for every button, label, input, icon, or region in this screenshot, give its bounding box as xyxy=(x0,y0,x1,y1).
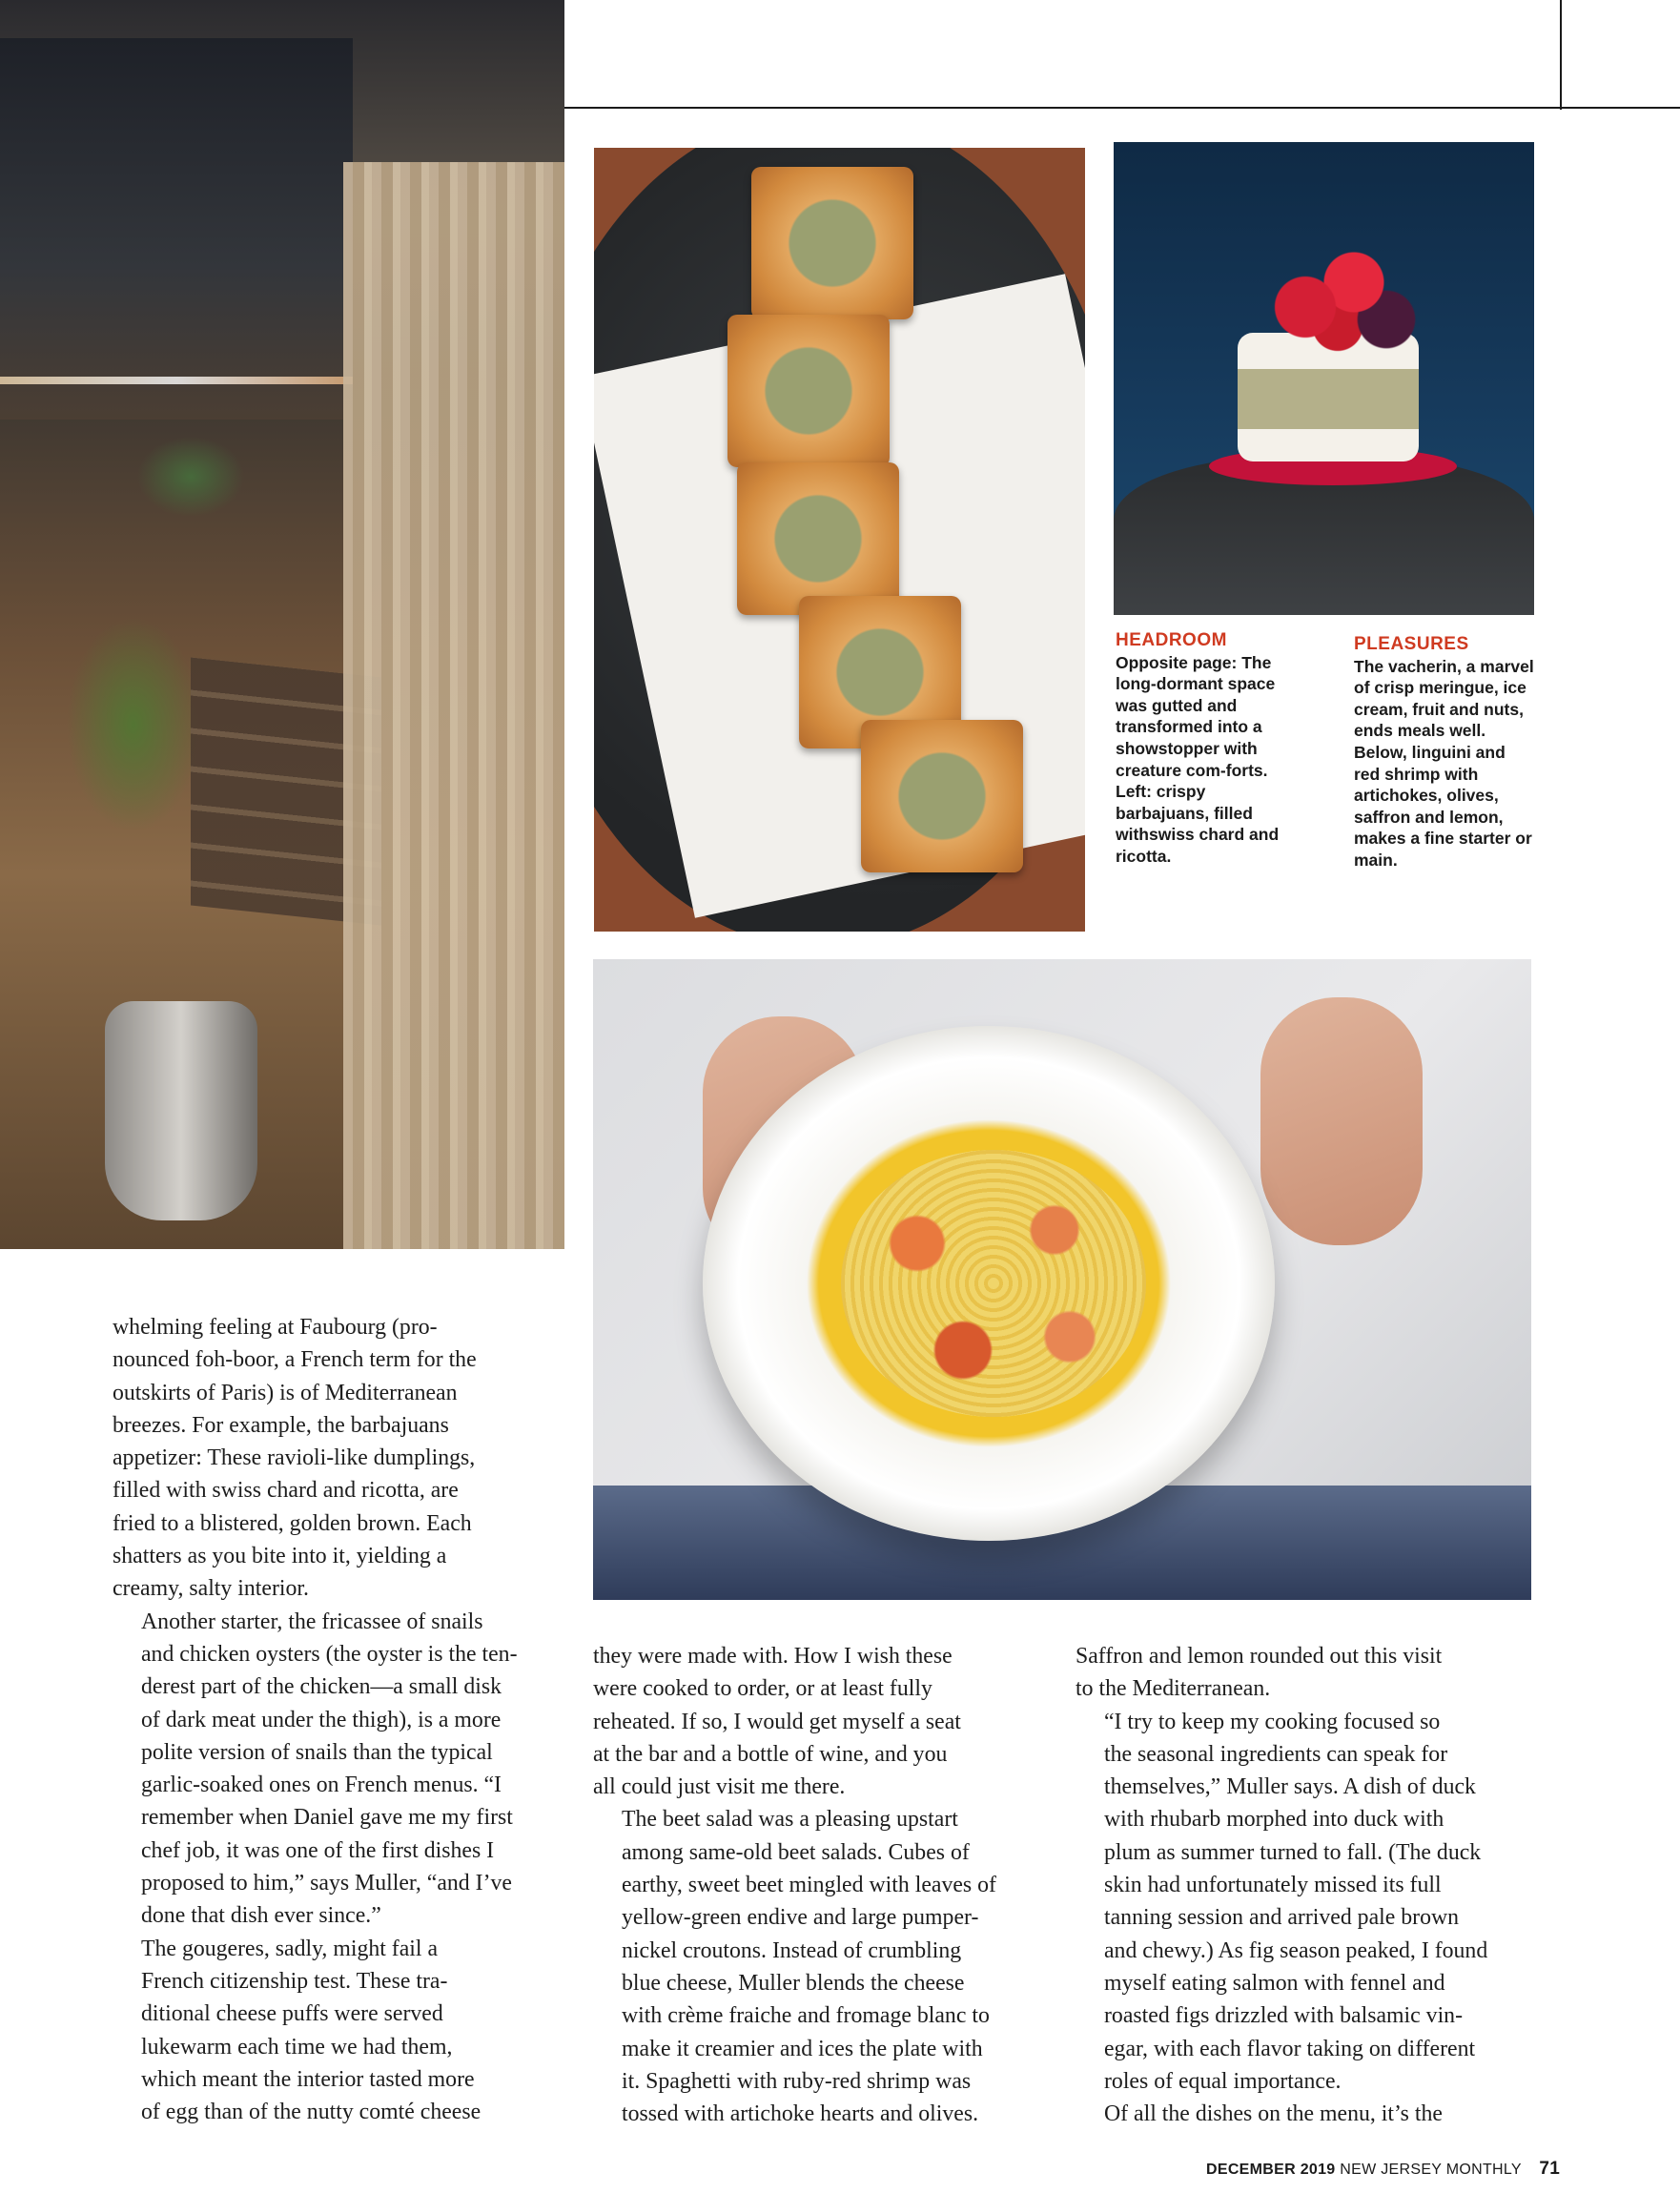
text-line: whelming feeling at Faubourg (pro- xyxy=(113,1315,438,1340)
folio-issue: DECEMBER 2019 xyxy=(1206,2162,1336,2178)
text-line: earthy, sweet beet mingled with leaves of xyxy=(622,1873,996,1898)
text-line: of dark meat under the thigh), is a more xyxy=(141,1707,502,1732)
barbajuan-dumpling xyxy=(737,462,899,615)
page-folio xyxy=(1206,2159,1560,2180)
body-column-3 xyxy=(1076,1640,1533,2130)
text-line: reheated. If so, I would get myself a seat xyxy=(593,1709,961,1734)
text-line: Of all the dishes on the menu, it’s the xyxy=(1104,2101,1443,2127)
caption-text: Opposite page: The long-dormant space was gutted and transformed into a showstopper with creature com-forts. Left: crispy barbajuans, filled withswiss chard and ricotta. xyxy=(1116,652,1280,866)
text-line: nounced foh-boor, a French term for the xyxy=(113,1347,477,1373)
berries-topping xyxy=(1257,233,1419,357)
text-line: roles of equal importance. xyxy=(1104,2068,1342,2094)
paragraph xyxy=(593,1803,1041,2130)
text-line: yellow-green endive and large pumper- xyxy=(622,1905,979,1931)
text-line: done that dish ever since.” xyxy=(141,1903,381,1929)
text-line: skin had unfortunately missed its full xyxy=(1104,1873,1442,1898)
text-line: among same-old beet salads. Cubes of xyxy=(622,1839,970,1865)
text-line: tanning session and arrived pale brown xyxy=(1104,1905,1460,1931)
text-line: remember when Daniel gave me my first xyxy=(141,1805,513,1831)
text-line: themselves,” Muller says. A dish of duck xyxy=(1104,1774,1476,1800)
paragraph xyxy=(1076,1640,1533,1706)
light-streak xyxy=(0,377,353,384)
text-line: to the Mediterranean. xyxy=(1076,1676,1271,1702)
barbajuans-photo xyxy=(594,148,1085,932)
street-window xyxy=(0,38,353,420)
text-line: garlic-soaked ones on French menus. “I xyxy=(141,1773,502,1798)
text-line: at the bar and a bottle of wine, and you xyxy=(593,1741,948,1767)
caption-pleasures xyxy=(1354,634,1535,871)
caption-kicker: PLEASURES xyxy=(1354,634,1469,654)
top-vertical-rule xyxy=(1560,0,1562,110)
text-line: outskirts of Paris) is of Mediterranean xyxy=(113,1380,458,1405)
caption-kicker: HEADROOM xyxy=(1116,630,1227,650)
text-line: proposed to him,” says Muller, “and I’ve xyxy=(141,1871,512,1896)
shrimp-linguini-photo xyxy=(593,959,1531,1600)
text-line: shatters as you bite into it, yielding a xyxy=(113,1544,447,1569)
text-line: polite version of snails than the typical xyxy=(141,1739,493,1765)
caption-headroom xyxy=(1116,630,1292,868)
text-line: blue cheese, Muller blends the cheese xyxy=(622,1970,965,1996)
paragraph xyxy=(113,1311,570,1606)
paragraph xyxy=(113,1933,570,2129)
text-line: nickel croutons. Instead of crumbling xyxy=(622,1937,962,1963)
text-line: chef job, it was one of the first dishes I xyxy=(141,1837,495,1863)
text-line: creamy, salty interior. xyxy=(113,1576,309,1602)
vacherin-photo xyxy=(1114,142,1534,615)
page-number: 71 xyxy=(1539,2159,1561,2179)
text-line: fried to a blistered, golden brown. Each xyxy=(113,1510,472,1536)
paragraph xyxy=(593,1640,1041,1803)
text-line: tossed with artichoke hearts and olives. xyxy=(622,2101,979,2127)
text-line: the seasonal ingredients can speak for xyxy=(1104,1741,1448,1767)
text-line: and chewy.) As fig season peaked, I found xyxy=(1104,1937,1488,1963)
text-line: The gougeres, sadly, might fail a xyxy=(141,1936,439,1961)
body-column-2 xyxy=(593,1640,1041,2130)
text-line: “I try to keep my cooking focused so xyxy=(1104,1709,1441,1734)
text-line: breezes. For example, the barbajuans xyxy=(113,1412,449,1438)
text-line: lukewarm each time we had them, xyxy=(141,2034,453,2060)
top-horizontal-rule xyxy=(563,107,1680,109)
text-line: they were made with. How I wish these xyxy=(593,1644,953,1669)
text-line: which meant the interior tasted more xyxy=(141,2066,475,2092)
barbajuan-dumpling xyxy=(751,167,913,319)
linguini-shrimp xyxy=(841,1150,1146,1417)
text-line: make it creamier and ices the plate with xyxy=(622,2036,983,2061)
folio-magazine: NEW JERSEY MONTHLY xyxy=(1340,2162,1522,2178)
text-line: appetizer: These ravioli-like dumplings, xyxy=(113,1445,476,1471)
text-line: all could just visit me there. xyxy=(593,1774,846,1800)
barbajuan-dumpling xyxy=(727,315,890,467)
paragraph xyxy=(1076,1706,1533,2099)
text-line: Saffron and lemon rounded out this visit xyxy=(1076,1644,1443,1669)
text-line: of egg than of the nutty comté cheese xyxy=(141,2100,481,2125)
text-line: ditional cheese puffs were served xyxy=(141,2001,443,2027)
text-line: plum as summer turned to fall. (The duck xyxy=(1104,1839,1482,1865)
caption-text: The vacherin, a marvel of crisp meringue, ice cream, fruit and nuts, ends meals well. Below, linguini and red shrimp with artichokes, olives, saffron and lemon, makes a fine starter or main. xyxy=(1354,656,1534,870)
restaurant-interior-photo xyxy=(0,0,564,1249)
text-line: filled with swiss chard and ricotta, are xyxy=(113,1478,459,1504)
text-line: it. Spaghetti with ruby-red shrimp was xyxy=(622,2068,972,2094)
text-line: roasted figs drizzled with balsamic vin- xyxy=(1104,2003,1464,2029)
text-line: Another starter, the fricassee of snails xyxy=(141,1609,483,1634)
text-line: were cooked to order, or at least fully xyxy=(593,1676,932,1702)
barbajuan-dumpling xyxy=(861,720,1023,872)
planter-pot xyxy=(105,1001,257,1220)
curtain xyxy=(343,162,564,1249)
text-line: derest part of the chicken—a small disk xyxy=(141,1674,502,1700)
text-line: with rhubarb morphed into duck with xyxy=(1104,1807,1444,1833)
text-line: The beet salad was a pleasing upstart xyxy=(622,1807,958,1833)
body-column-1 xyxy=(113,1311,570,2128)
text-line: with crème fraiche and fromage blanc to xyxy=(622,2003,990,2029)
right-hand xyxy=(1260,997,1423,1245)
paragraph xyxy=(113,1606,570,1933)
text-line: egar, with each flavor taking on different xyxy=(1104,2036,1476,2061)
paragraph xyxy=(1076,2098,1533,2130)
text-line: and chicken oysters (the oyster is the ten- xyxy=(141,1641,518,1667)
text-line: French citizenship test. These tra- xyxy=(141,1968,448,1994)
text-line: myself eating salmon with fennel and xyxy=(1104,1970,1445,1996)
